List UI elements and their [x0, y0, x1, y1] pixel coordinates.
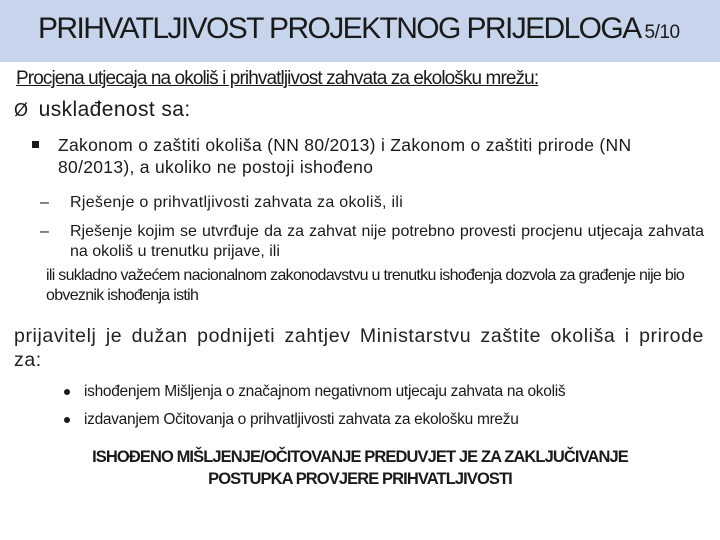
dash-item [40, 193, 704, 213]
dash-item-text: Rješenje kojim se utvrđuje da za zahvat nije potrebno provesti procjenu utjecaja zahvata na okoliš u trenutku prijave, ili [70, 223, 704, 260]
arrow-bullet-icon: Ø [14, 100, 29, 120]
bullet-item [64, 410, 714, 430]
bullet-item-text: ishođenjem Mišljenja o značajnom negativnom utjecaju zahvata na okoliš [84, 383, 566, 400]
level1-item [14, 98, 191, 122]
square-bullet-icon [32, 141, 39, 148]
alternative-note: ili sukladno važećem nacionalnom zakonodavstvu u trenutku ishođenja dozvola za građenje nije bio obveznik ishođenja istih [46, 267, 685, 304]
slide-page-number: 5/10 [644, 22, 680, 43]
conclusion-line: ISHOĐENO MIŠLJENJE/OČITOVANJE PREDUVJET JE ZA ZAKLJUČIVANJE [92, 448, 628, 466]
level1-text: usklađenost sa: [38, 98, 191, 121]
applicant-paragraph: prijavitelj je dužan podnijeti zahtjev Ministarstvu zaštite okoliša i prirode za: [14, 325, 704, 371]
title-band [0, 0, 720, 62]
slide-title [38, 12, 680, 46]
round-bullet-icon [64, 417, 70, 423]
conclusion-line: POSTUPKA PROVJERE PRIHVATLJIVOSTI [208, 470, 512, 488]
conclusion-text [30, 446, 690, 490]
round-bullet-icon [64, 389, 70, 395]
level2-text: Zakonom o zaštiti okoliša (NN 80/2013) i Zakonom o zaštiti prirode (NN 80/2013), a ukoliko ne postoji ishođeno [58, 135, 632, 177]
bullet-item-text: izdavanjem Očitovanja o prihvatljivosti zahvata za ekološku mrežu [84, 411, 519, 428]
dash-bullet-icon: – [40, 194, 50, 211]
bullet-item [64, 382, 714, 402]
slide-title-text: PRIHVATLJIVOST PROJEKTNOG PRIJEDLOGA [38, 12, 641, 45]
dash-item [40, 222, 704, 262]
section-subtitle: Procjena utjecaja na okoliš i prihvatljivost zahvata za ekološku mrežu: [16, 68, 539, 89]
dash-bullet-icon: – [40, 223, 49, 240]
level2-item [32, 134, 704, 178]
dash-item-text: Rješenje o prihvatljivosti zahvata za okoliš, ili [70, 194, 404, 211]
